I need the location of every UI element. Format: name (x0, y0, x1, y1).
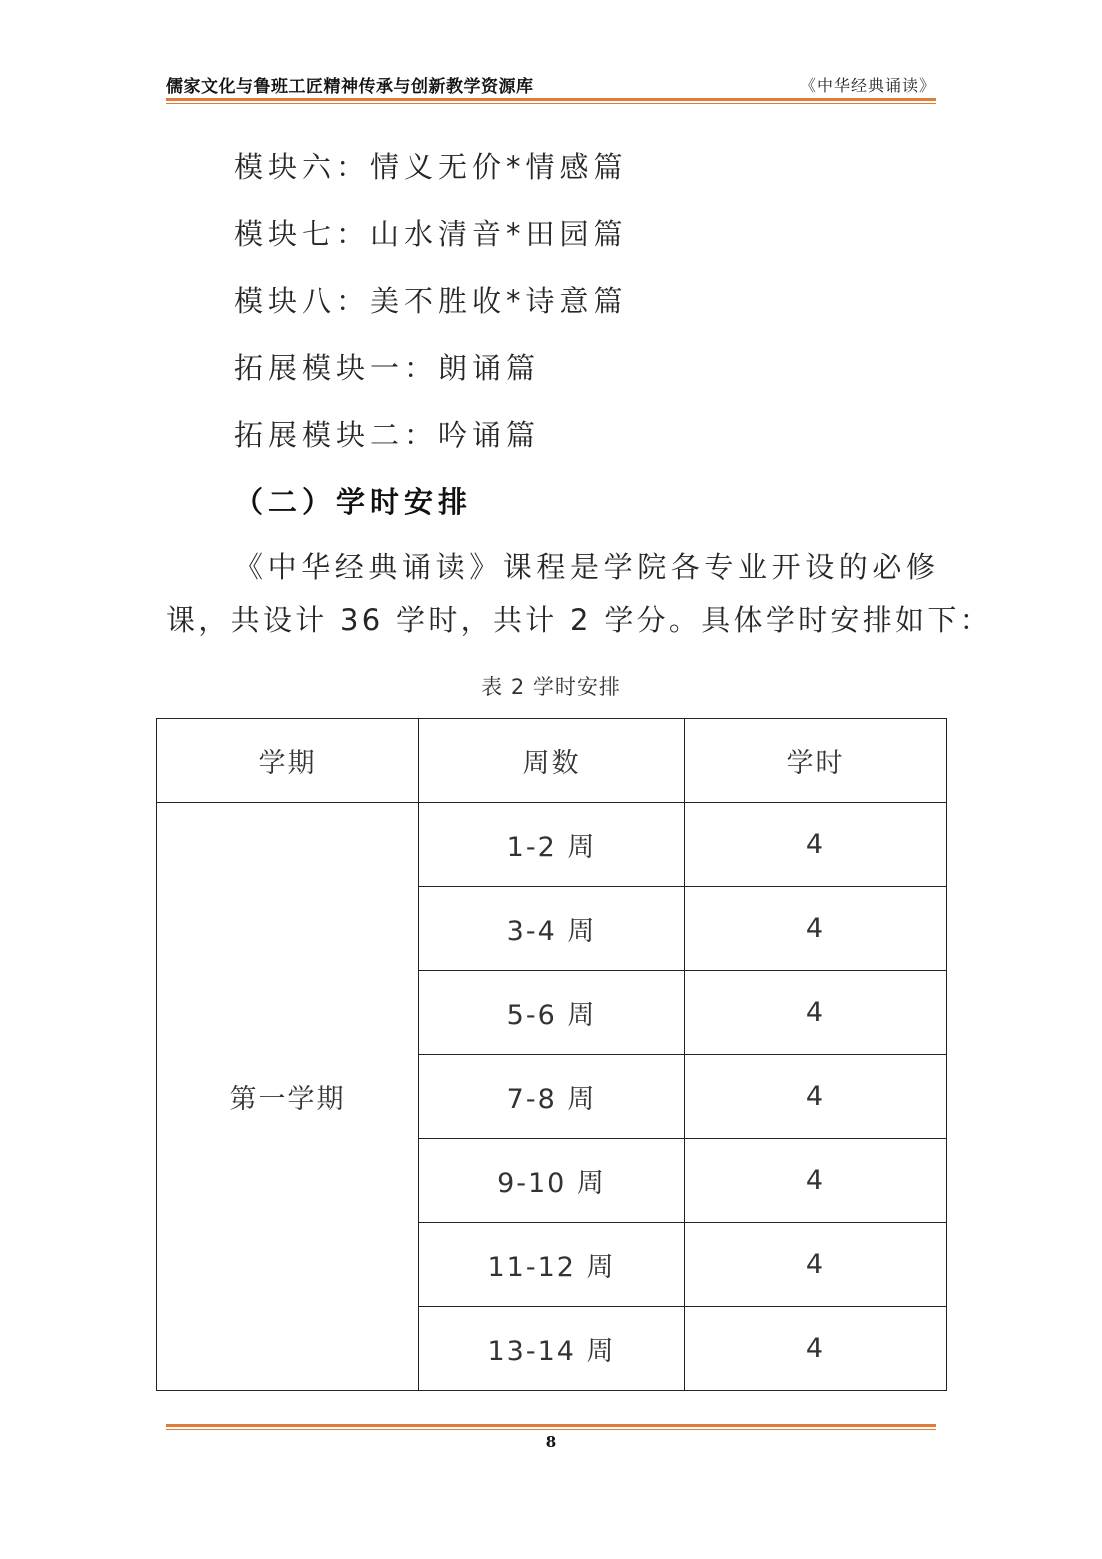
column-header-semester: 学期 (157, 719, 419, 803)
semester-cell: 第一学期 (157, 803, 419, 1391)
header-book-title: 《中华经典诵读》 (799, 76, 936, 95)
page-number: 8 (545, 1433, 557, 1451)
column-header-weeks: 周数 (419, 719, 685, 803)
weeks-cell: 5-6 周 (419, 971, 685, 1055)
paragraph-line: 课，共设计 36 学时，共计 2 学分。具体学时安排如下： (166, 603, 992, 637)
module-item: 模块七：山水清音*田园篇 (234, 217, 628, 251)
table-header-row (157, 719, 947, 803)
header-rule-thin (166, 103, 936, 104)
footer-rule-thick (166, 1424, 936, 1427)
table-row (157, 803, 947, 887)
weeks-cell: 9-10 周 (419, 1139, 685, 1223)
hours-cell: 4 (685, 887, 947, 971)
weeks-cell: 11-12 周 (419, 1223, 685, 1307)
hours-cell: 4 (685, 803, 947, 887)
hours-cell: 4 (685, 1055, 947, 1139)
hours-cell: 4 (685, 1139, 947, 1223)
module-item: 模块六：情义无价*情感篇 (234, 150, 628, 184)
module-item: 模块八：美不胜收*诗意篇 (234, 284, 628, 318)
schedule-table (156, 718, 947, 1391)
table-caption: 表 2 学时安排 (481, 675, 621, 699)
weeks-cell: 13-14 周 (419, 1307, 685, 1391)
hours-cell: 4 (685, 1223, 947, 1307)
footer-rule-thin (166, 1429, 936, 1430)
weeks-cell: 3-4 周 (419, 887, 685, 971)
section-heading: （二）学时安排 (234, 485, 473, 519)
weeks-cell: 7-8 周 (419, 1055, 685, 1139)
hours-cell: 4 (685, 971, 947, 1055)
paragraph-line: 《中华经典诵读》课程是学院各专业开设的必修 (234, 550, 940, 584)
column-header-hours: 学时 (685, 719, 947, 803)
header-title: 儒家文化与鲁班工匠精神传承与创新教学资源库 (166, 77, 534, 97)
module-item: 拓展模块一：朗诵篇 (234, 351, 541, 385)
hours-cell: 4 (685, 1307, 947, 1391)
header-rule-thick (166, 98, 936, 101)
weeks-cell: 1-2 周 (419, 803, 685, 887)
module-item: 拓展模块二：吟诵篇 (234, 418, 541, 452)
